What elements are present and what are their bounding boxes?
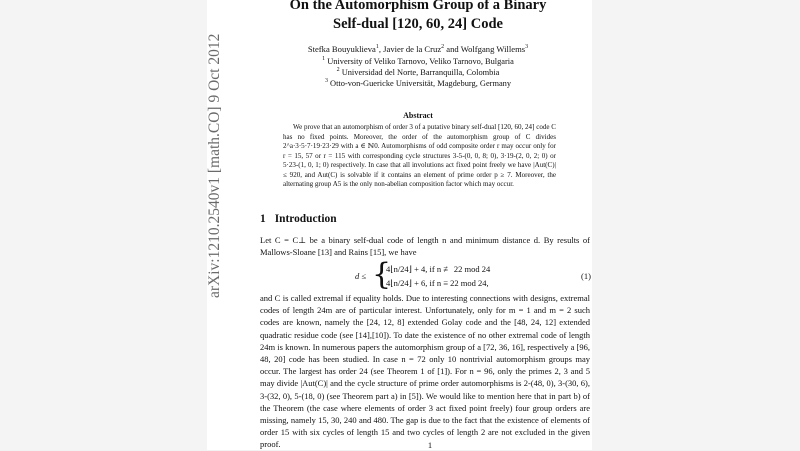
author-list [258, 44, 578, 54]
affiliation-1 [258, 57, 578, 66]
right-margin [592, 0, 800, 450]
author-sep-2: and [444, 44, 461, 54]
title-line-1: On the Automorphism Group of a Binary [289, 0, 547, 13]
page-number: 1 [427, 440, 433, 450]
author-3-sup: 3 [525, 44, 529, 51]
author-3: Wolfgang Willems [460, 44, 526, 54]
author-2: Javier de la Cruz [383, 44, 442, 54]
intro-paragraph-1: Let C = C⊥ be a binary self-dual code of length n and minimum distance d. By results of Mallows-Sloane [13] and Rains [15], we have [260, 235, 590, 258]
affiliation-3 [258, 79, 578, 88]
equation-lhs: d ≤ [355, 271, 367, 281]
intro-paragraph-2: and C is called extremal if equality holds. Due to interesting connections with designs, extremal codes of length 24m are of particular interest. Unfortunately, only for m = 1 and m = 2 such codes are known, namely the [24, 12, 8] extended Golay code and the [48, 24, 12] extended quadratic residue code (see [14],[10]). To date the existence of no other extremal code of length 24m is known. In numerous papers the automorphism group of a [72, 36, 16], respectively a [96, 48, 20] code has been studied. In case n = 72 only 10 nontrivial automorphism groups may occur. The largest has order 24 (see Theorem 1 of [1]). For n = 96, only the primes 2, 3 and 5 may divide |Aut(C)| and the cycle structure of prime order automorphisms is 2-(48, 0), 3-(30, 6), 3-(32, 0), 5-(18, 0) (see Theorem part a) in [5]). We would like to mention here that in part b) of the Theorem (the case where elements of order 3 act fixed point freely) four group orders are missing, namely 15, 30, 240 and 480. The gap is due to the fact that the existence of elements of order 15 with six cycles of length 15 and two cycles of length 2 are not excluded in the given proof. [260, 293, 590, 450]
abstract-heading: Abstract [403, 111, 433, 120]
arxiv-stamp [206, 33, 226, 318]
affiliation-1-text: University of Veliko Tarnovo, Veliko Tarnovo, Bulgaria [327, 57, 514, 66]
arxiv-stamp-text: arXiv:1210.2540v1 [math.CO] 9 Oct 2012 [206, 33, 223, 298]
equation-case-2: 4⌊n/24⌋ + 6, if n ≡ 22 mod 24, [386, 278, 489, 288]
author-1: Stefka Bouyuklieva [307, 44, 376, 54]
equation-1 [355, 257, 595, 292]
affiliation-3-sup: 3 [324, 78, 328, 85]
affiliation-2-sup: 2 [336, 67, 340, 74]
section-number: 1 [260, 213, 266, 225]
abstract-text: We prove that an automorphism of order 3 of a putative binary self-dual [120, 60, 24] code C has no fixed points. Moreover, the order of the automorphism group of C divides 2^a·3·5·7·19·23·29 with a ∈ ℕ0. Automorphisms of odd composite order r may occur only for r = 15, 57 or r = 115 with corresponding cycle structures 3-5-(0, 0, 8; 0), 3·19-(2, 0, 2; 0) or 5·23-(1, 0, 1; 0) respectively. In case that all involutions act fixed point freely we have |Aut(C)| ≤ 920, and Aut(C) is solvable if it contains an element of prime order p ≥ 7. Moreover, the alternating group A5 is the only non-abelian composition factor which may occur. [283, 123, 556, 188]
equation-brace-icon: { [372, 257, 392, 292]
left-margin [0, 0, 207, 450]
author-sep-1: , [378, 44, 384, 54]
equation-case-1: 4⌊n/24⌋ + 4, if n ≢ 22 mod 24 [386, 264, 491, 274]
section-title: Introduction [274, 213, 337, 225]
affiliation-1-sup: 1 [322, 56, 326, 63]
author-2-sup: 2 [441, 44, 445, 51]
paper-title [258, 0, 578, 34]
section-heading [260, 213, 337, 225]
title-line-2: Self-dual [120, 60, 24] Code [333, 16, 503, 32]
affiliation-2 [258, 68, 578, 77]
author-1-sup: 1 [375, 44, 379, 51]
affiliation-2-text: Universidad del Norte, Barranquilla, Colombia [341, 68, 500, 77]
equation-number: (1) [581, 271, 591, 281]
affiliation-3-text: Otto-von-Guericke Universität, Magdeburg, Germany [330, 79, 512, 88]
